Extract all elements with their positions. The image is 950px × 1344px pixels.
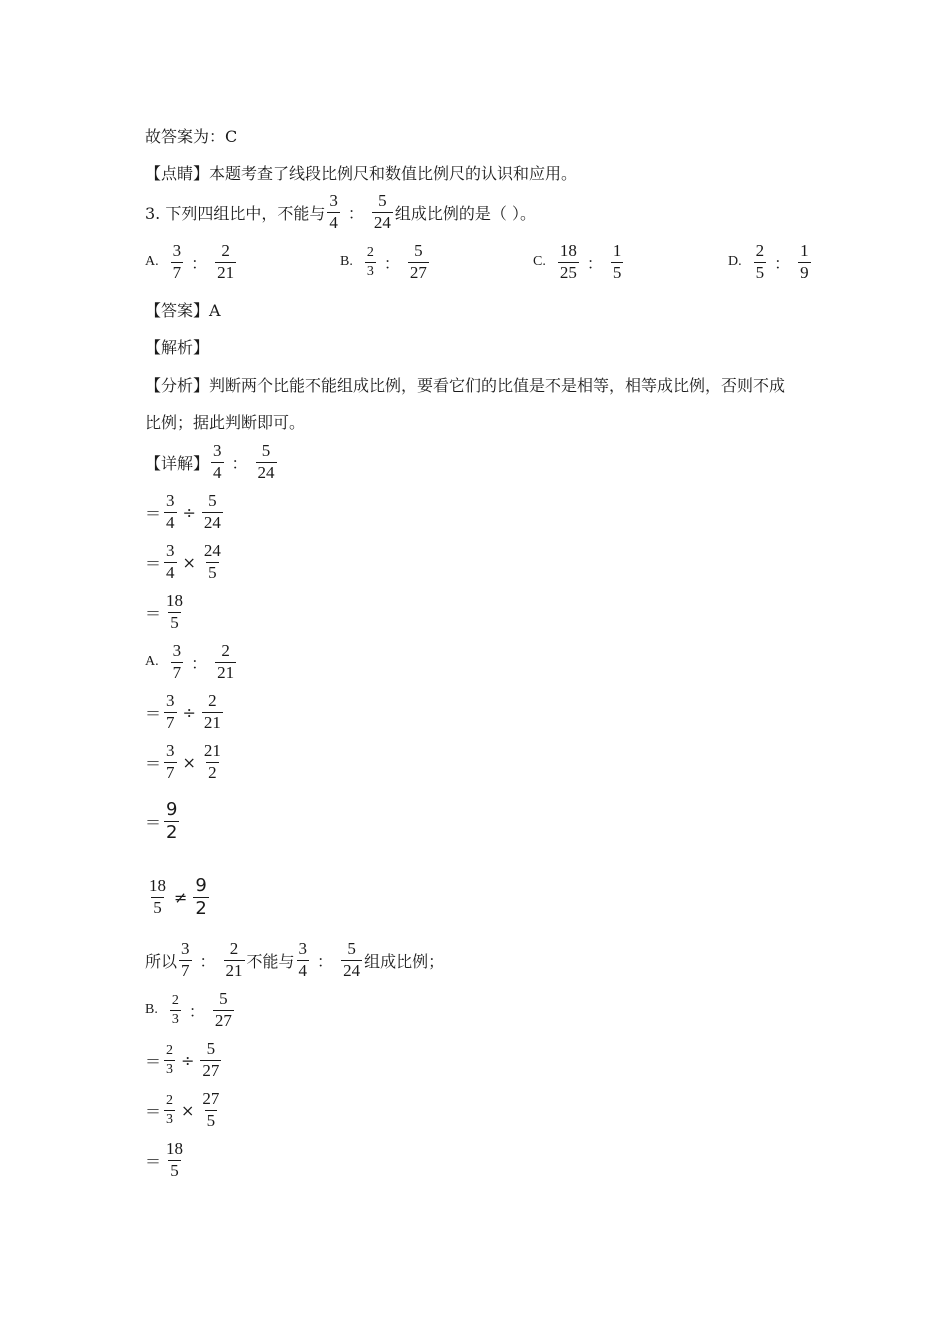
numerator: 2	[171, 993, 179, 1009]
numerator: 5	[206, 1039, 216, 1058]
denominator: 4	[329, 212, 338, 232]
numerator: 5	[261, 441, 271, 460]
denominator: 24	[373, 212, 391, 232]
denominator: 21	[217, 262, 235, 282]
denominator: 3	[166, 1111, 174, 1127]
denominator: 2	[166, 821, 178, 843]
fraction	[171, 242, 184, 282]
fraction	[202, 742, 223, 782]
math-text: A.	[145, 654, 159, 670]
fraction	[164, 1043, 175, 1077]
fraction	[164, 1140, 185, 1180]
question-3	[145, 192, 536, 232]
numerator: 18	[559, 241, 577, 260]
denominator: 4	[166, 512, 175, 532]
numerator: 3	[172, 641, 182, 660]
math-text: ÷	[181, 1050, 195, 1070]
math-text: ＝	[145, 1051, 162, 1071]
numerator: 3	[213, 441, 222, 460]
denominator: 7	[166, 762, 175, 782]
denominator: 2	[208, 762, 217, 782]
fraction	[211, 442, 224, 482]
numerator: 3	[329, 191, 338, 210]
detail-a-multiply	[145, 742, 225, 782]
option-b	[340, 242, 431, 282]
denominator: 5	[755, 262, 765, 282]
math-text: ＝	[145, 553, 162, 573]
denominator: 3	[166, 1061, 174, 1077]
denominator: 7	[172, 262, 182, 282]
fraction	[164, 692, 177, 732]
fraction	[202, 492, 223, 532]
denominator: 5	[208, 562, 217, 582]
denominator: 5	[206, 1110, 216, 1130]
detail-base-ratio	[145, 442, 279, 482]
numerator: 3	[298, 939, 308, 958]
numerator: 3	[166, 741, 175, 760]
numerator: 3	[181, 939, 190, 958]
detail-b-result	[145, 1140, 187, 1180]
math-text: 组成比例；	[364, 951, 445, 971]
denominator: 3	[171, 1011, 179, 1027]
analysis-line-1	[145, 373, 785, 396]
fraction	[179, 940, 192, 980]
numerator: 5	[414, 241, 423, 260]
denominator: 25	[559, 262, 577, 282]
denominator: 5	[170, 1160, 179, 1180]
math-text: ≠	[174, 887, 188, 907]
math-text: ＝	[145, 812, 162, 832]
denominator: 27	[214, 1010, 232, 1030]
math-text: ：	[383, 253, 400, 273]
answer	[145, 298, 221, 321]
detail-base-divide	[145, 492, 225, 532]
detail-base-result	[145, 592, 187, 632]
denominator: 24	[257, 462, 275, 482]
fraction	[171, 642, 184, 682]
fraction	[164, 492, 177, 532]
numerator: 3	[166, 691, 175, 710]
fraction	[164, 800, 179, 843]
numerator: 18	[166, 591, 184, 610]
math-text: ＝	[145, 1151, 162, 1171]
numerator: 3	[172, 241, 182, 260]
denominator: 21	[225, 960, 243, 980]
fraction	[341, 940, 362, 980]
analysis-title	[145, 335, 209, 358]
denominator: 27	[409, 262, 427, 282]
question-prefix: 3. 下列四组比中，不能与	[145, 203, 326, 223]
fraction	[164, 742, 177, 782]
math-text: ：	[199, 951, 216, 971]
math-text: ：	[774, 253, 791, 273]
detail-b-multiply	[145, 1090, 223, 1130]
numerator: 2	[166, 1093, 174, 1109]
detail-a-result	[145, 800, 181, 843]
numerator: 24	[203, 541, 221, 560]
fraction	[224, 940, 245, 980]
numerator: 5	[347, 939, 356, 958]
math-text: ＝	[145, 603, 162, 623]
fraction	[297, 940, 310, 980]
detail-a-divide	[145, 692, 225, 732]
fraction	[193, 876, 208, 919]
option-c	[533, 242, 625, 282]
math-text: ×	[182, 752, 196, 772]
numerator: 2	[208, 691, 217, 710]
fraction	[202, 692, 223, 732]
numerator: 1	[612, 241, 622, 260]
fraction	[215, 642, 236, 682]
fraction	[147, 877, 168, 917]
numerator: 18	[166, 1139, 184, 1158]
previous-answer	[145, 124, 237, 147]
denominator: 21	[203, 712, 221, 732]
numerator: 5	[219, 989, 228, 1008]
fraction	[754, 242, 767, 282]
math-text: A.	[145, 254, 159, 270]
numerator: 2	[166, 1043, 174, 1059]
fraction	[798, 242, 811, 282]
fraction	[256, 442, 277, 482]
fraction	[213, 990, 234, 1030]
fraction	[558, 242, 579, 282]
denominator: 27	[202, 1060, 220, 1080]
math-text: ＝	[145, 503, 162, 523]
math-text: ：	[188, 1001, 205, 1021]
numerator: 21	[203, 741, 221, 760]
conclusion	[145, 940, 444, 980]
denominator: 5	[170, 612, 179, 632]
numerator: 27	[202, 1089, 220, 1108]
numerator: 5	[378, 191, 387, 210]
denominator: 2	[195, 897, 207, 919]
denominator: 4	[166, 562, 175, 582]
math-text: ：	[191, 253, 208, 273]
question-suffix: 组成比例的是（ ）。	[394, 203, 536, 223]
math-text: 故答案为：C	[145, 127, 238, 146]
denominator: 3	[366, 263, 374, 279]
denominator: 5	[612, 262, 622, 282]
detail-a-ratio	[145, 642, 238, 682]
fraction	[327, 192, 340, 232]
math-text: ：	[231, 453, 248, 473]
detail-base-multiply	[145, 542, 225, 582]
math-text: 【分析】判断两个比能不能组成比例，要看它们的比值是不是相等，相等成比例，否则不成	[145, 376, 786, 395]
denominator: 9	[800, 262, 809, 282]
denominator: 4	[213, 462, 222, 482]
math-text: 【详解】	[145, 453, 210, 473]
fraction	[200, 1090, 221, 1130]
numerator: 2	[221, 641, 230, 660]
numerator: 2	[366, 245, 374, 261]
math-text: 【答案】A	[145, 301, 221, 320]
math-text: 【点睛】本题考查了线段比例尺和数值比例尺的认识和应用。	[145, 164, 578, 183]
fraction	[365, 245, 376, 279]
math-text: B.	[340, 254, 353, 270]
comparison	[145, 876, 211, 919]
denominator: 24	[343, 960, 361, 980]
detail-b-divide	[145, 1040, 223, 1080]
detail-b-ratio	[145, 990, 236, 1030]
fraction	[202, 542, 223, 582]
denominator: 5	[153, 897, 162, 917]
numerator: 2	[755, 241, 765, 260]
numerator: 2	[229, 939, 239, 958]
math-text: ＝	[145, 1101, 162, 1121]
numerator: 1	[800, 241, 809, 260]
denominator: 7	[181, 960, 190, 980]
numerator: 5	[208, 491, 217, 510]
denominator: 7	[166, 712, 175, 732]
math-text: 比例；据此判断即可。	[145, 413, 306, 432]
math-text: ＝	[145, 753, 162, 773]
math-text: ×	[182, 552, 196, 572]
option-a	[145, 242, 238, 282]
fraction	[164, 542, 177, 582]
option-d	[728, 242, 813, 282]
numerator: 3	[166, 491, 175, 510]
math-text: ÷	[182, 702, 196, 722]
math-text: ＝	[145, 703, 162, 723]
fraction	[200, 1040, 221, 1080]
math-text: ÷	[182, 502, 196, 522]
fraction	[611, 242, 624, 282]
math-text: 不能与	[246, 951, 295, 971]
math-text: B.	[145, 1002, 158, 1018]
colon: ：	[347, 203, 364, 223]
math-text: C.	[533, 254, 546, 270]
math-text: ×	[181, 1100, 195, 1120]
math-text: ：	[191, 653, 208, 673]
fraction	[170, 993, 181, 1027]
fraction	[164, 592, 185, 632]
previous-comment	[145, 161, 577, 184]
numerator: 9	[195, 875, 207, 896]
math-text: 【解析】	[145, 338, 210, 357]
math-text: 所以	[145, 951, 178, 971]
analysis-line-2	[145, 410, 305, 433]
numerator: 2	[221, 241, 230, 260]
denominator: 7	[172, 662, 182, 682]
fraction	[215, 242, 236, 282]
numerator: 3	[166, 541, 175, 560]
fraction	[408, 242, 429, 282]
denominator: 24	[203, 512, 221, 532]
math-text: ：	[317, 951, 334, 971]
math-text: ：	[586, 253, 603, 273]
numerator: 9	[166, 799, 178, 820]
fraction	[164, 1093, 175, 1127]
math-text: D.	[728, 254, 742, 270]
denominator: 21	[217, 662, 235, 682]
denominator: 4	[298, 960, 308, 980]
fraction	[372, 192, 393, 232]
numerator: 18	[149, 876, 166, 896]
